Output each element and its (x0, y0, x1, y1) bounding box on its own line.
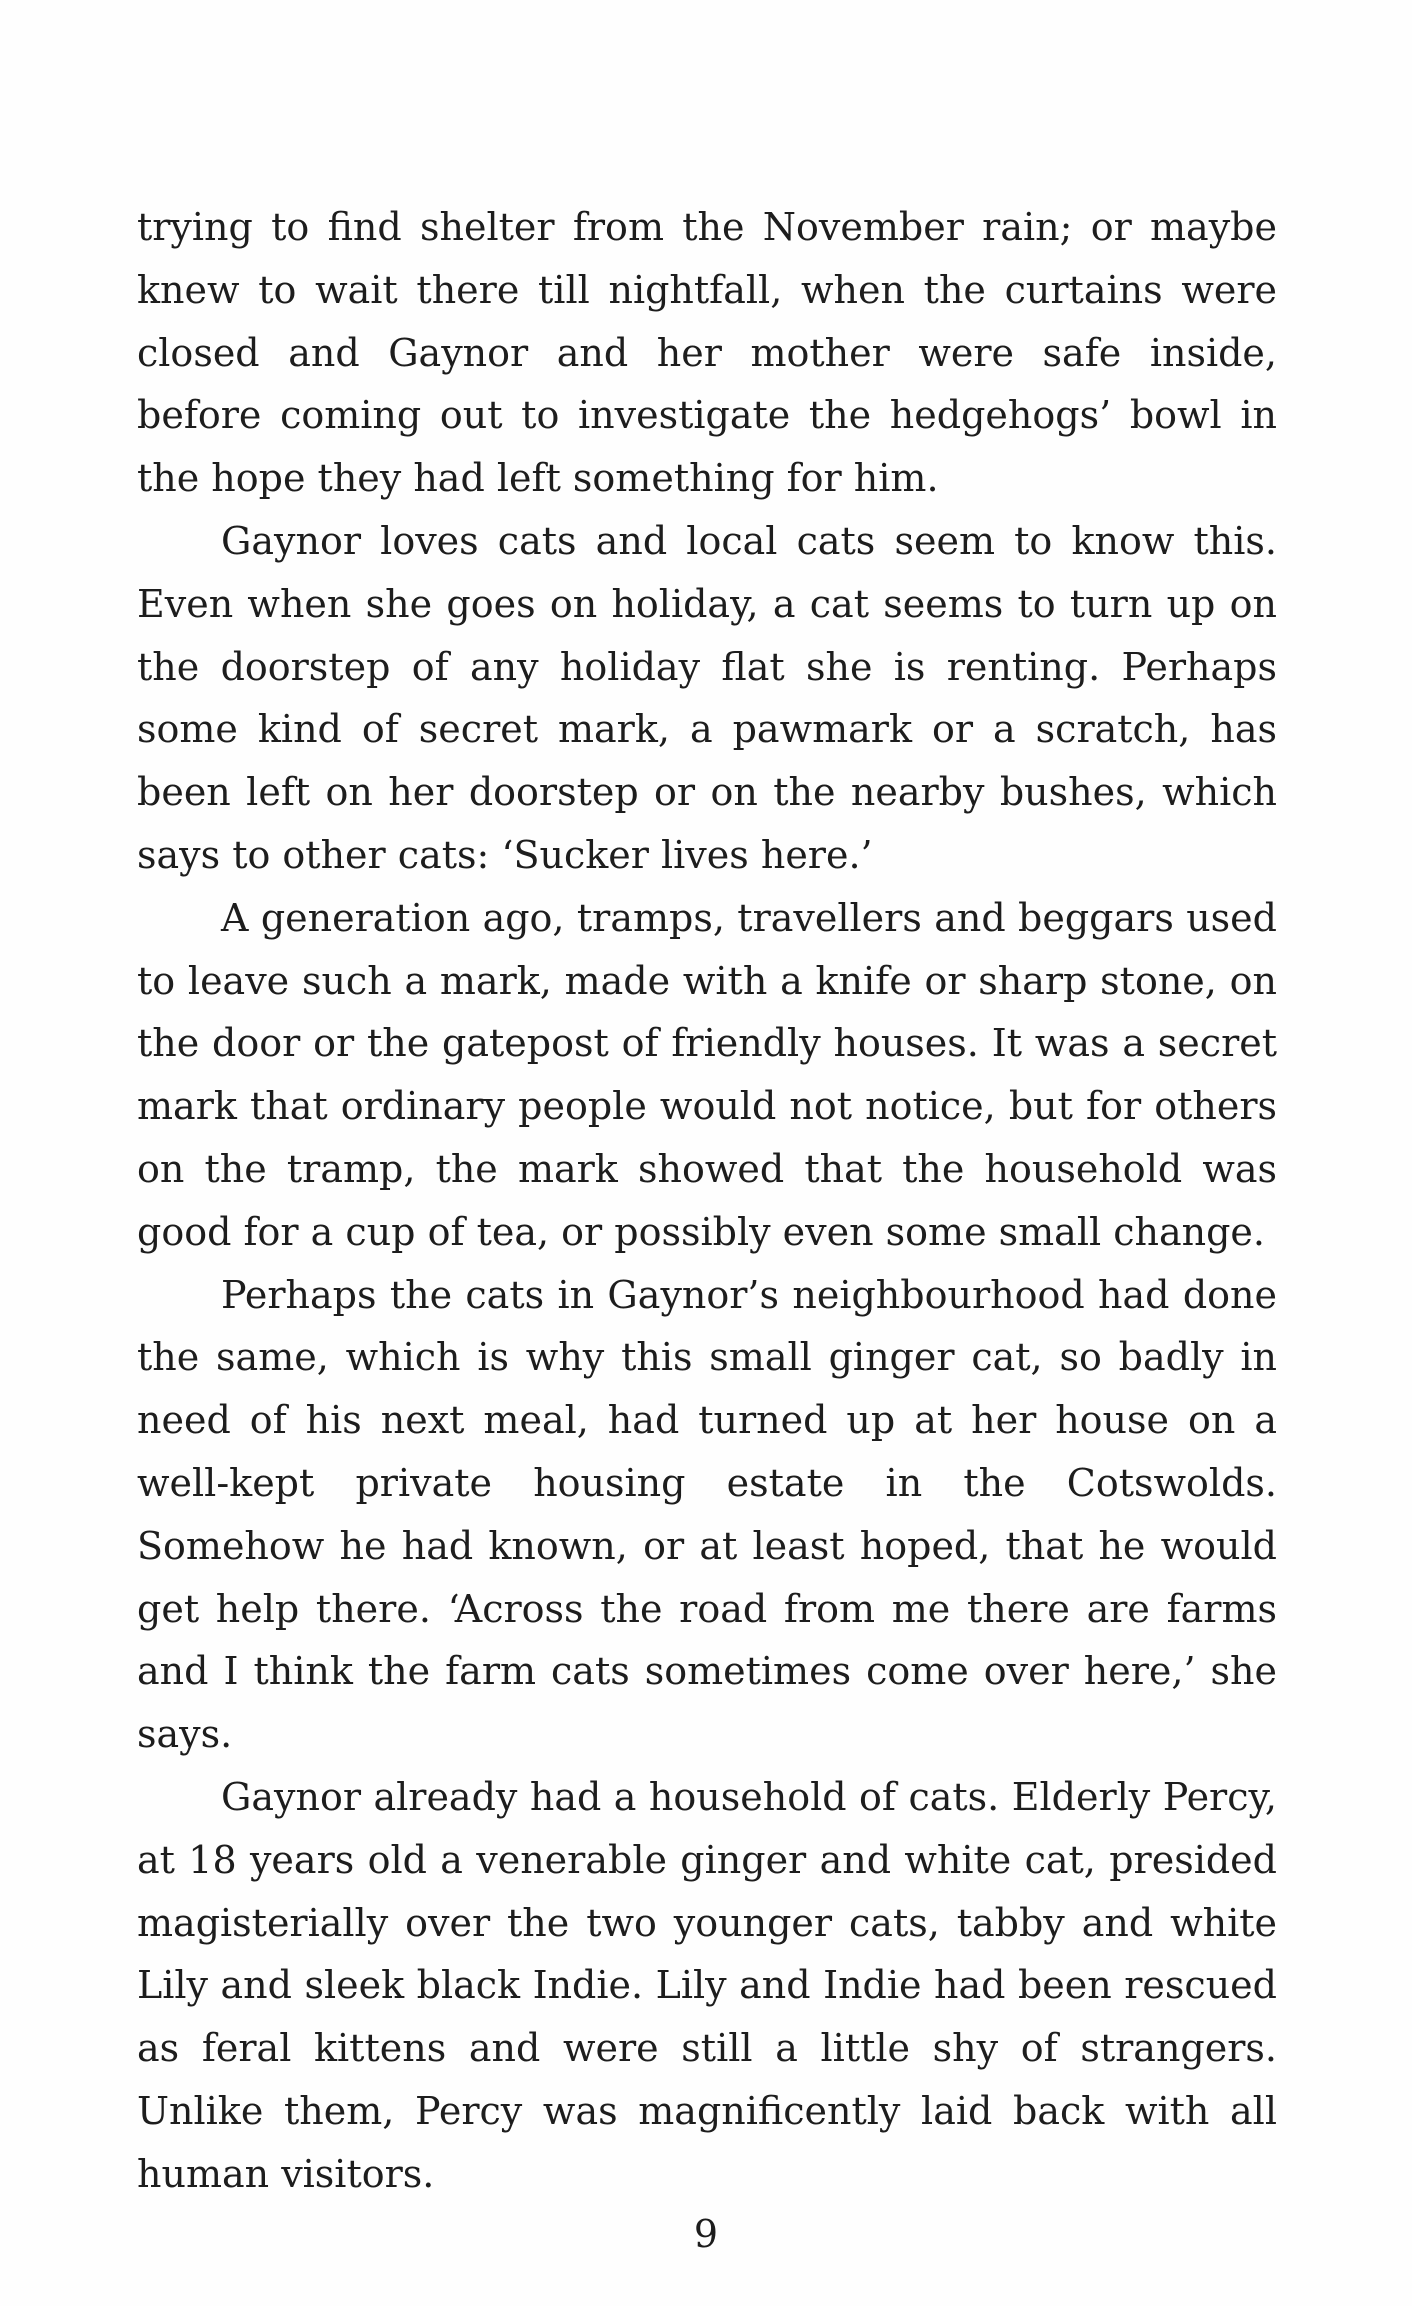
page-number: 9 (693, 2212, 719, 2256)
paragraph-tramps-mark: A generation ago, tramps, travellers and beggars used to leave such a mark, made with a knife or sharp stone, on the door or the gatepost of friendly houses. It was a secret mark that ordinary people would not notice, but for others on the tramp, the mark showed that the household was good for a cup of tea, or possibly even some small change. (137, 895, 1277, 1254)
paragraph-neighbourhood-cats: Perhaps the cats in Gaynor’s neighbourhood had done the same, which is why this small ginger cat, so badly in need of his next meal, had turned up at her house on a well-kept private housing estate in the Cotswolds. Somehow he had known, or at least hoped, that he would get help there. ‘Across the road from me there are farms and I think the farm cats sometimes come over here,’ she says. (137, 1272, 1277, 1757)
body-text (137, 196, 1277, 2206)
paragraph-continuation: trying to find shelter from the November rain; or maybe knew to wait there till nightfall, when the curtains were closed and Gaynor and her mother were safe inside, before coming out to investigate the hedgehogs’ bowl in the hope they had left something for him. (137, 205, 1277, 501)
paragraph-household-cats: Gaynor already had a household of cats. Elderly Percy, at 18 years old a venerable ginger and white cat, presided magisterially over the two younger cats, tabby and white Lily and sleek black Indie. Lily and Indie had been rescued as feral kittens and were still a little shy of strangers. Unlike them, Percy was magnificently laid back with all human visitors. (137, 1774, 1277, 2196)
paragraph-cats-know: Gaynor loves cats and local cats seem to know this. Even when she goes on holiday, a cat seems to turn up on the doorstep of any holiday flat she is renting. Perhaps some kind of secret mark, a pawmark or a scratch, has been left on her doorstep or on the nearby bushes, which says to other cats: ‘Sucker lives here.’ (137, 518, 1277, 877)
